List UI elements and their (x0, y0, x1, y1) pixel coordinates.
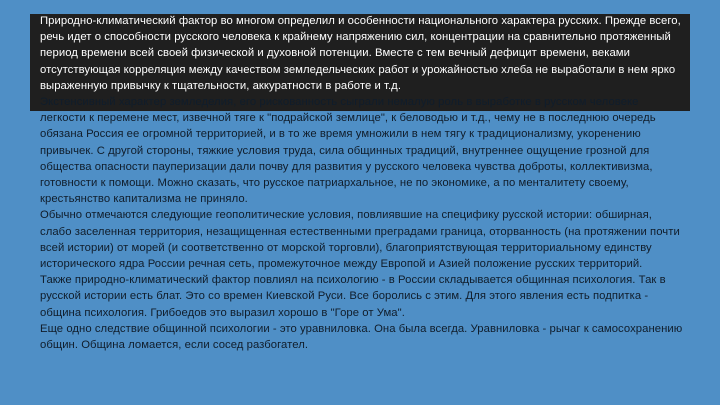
highlighted-paragraph: Природно-климатический фактор во многом определил и особенности национального характера русских. Прежде всего, речь идет о способности русского человека к крайнему напряжению сил, концентрации на сравнительно протяженный период времени всей своей физической и духовной потенции. Вместе с тем вечный дефицит времени, веками отсутствующая корреляция между качеством земледельческих работ и урожайностью хлеба не выработали в нем ярко выраженную привычку к тщательности, аккуратности в работе и т.д. (40, 15, 681, 92)
paragraph-leveling: Еще одно следствие общинной психологии - это уравниловка. Она была всегда. Уравниловка - рычаг к самосохранению общин. Община ломается, если сосед разбогател. (40, 322, 683, 352)
paragraph-extensive-farming: Экстенсивный характер земледелия, его рискованность сыграли немалую роль в выработке в русском человеке легкости к перемене мест, извечной тяге к "подрайской землице", к беловодью и т.д., чему не в последнюю очередь обязана Россия ее огромной территорией, и в то же время умножили в нем тягу к традиционализму, укоренению привычек. С другой стороны, тяжкие условия труда, сила общинных традиций, внутреннее ощущение грозной для общества опасности пауперизации дали почву для развития у русского человека чувства доброты, коллективизма, готовности к помощи. Можно сказать, что русское патриархальное, не по экономике, а по менталитету своему, крестьянство капитализма не приняло. (40, 96, 656, 206)
paragraph-communal-psychology: Также природно-климатический фактор повлиял на психологию - в России складывается общинная психология. Так в русской истории есть блат. Это со времен Киевской Руси. Все боролись с этим. Для этого явления есть подпитка - община психология. Грибоедов это выразил хорошо в "Горе от Ума". (40, 274, 666, 319)
text-block (40, 13, 686, 353)
paragraph-geopolitical-conditions: Обычно отмечаются следующие геополитические условия, повлиявшие на специфику русской истории: обширная, слабо заселенная территория, незащищенная естественными преградами граница, оторванность (на протяжении почти всей истории) от морей (и соответственно от морской торговли), благоприятствующая территориальному единству исторического ядра России речная сеть, промежуточное между Европой и Азией положение русских территорий. (40, 209, 680, 271)
